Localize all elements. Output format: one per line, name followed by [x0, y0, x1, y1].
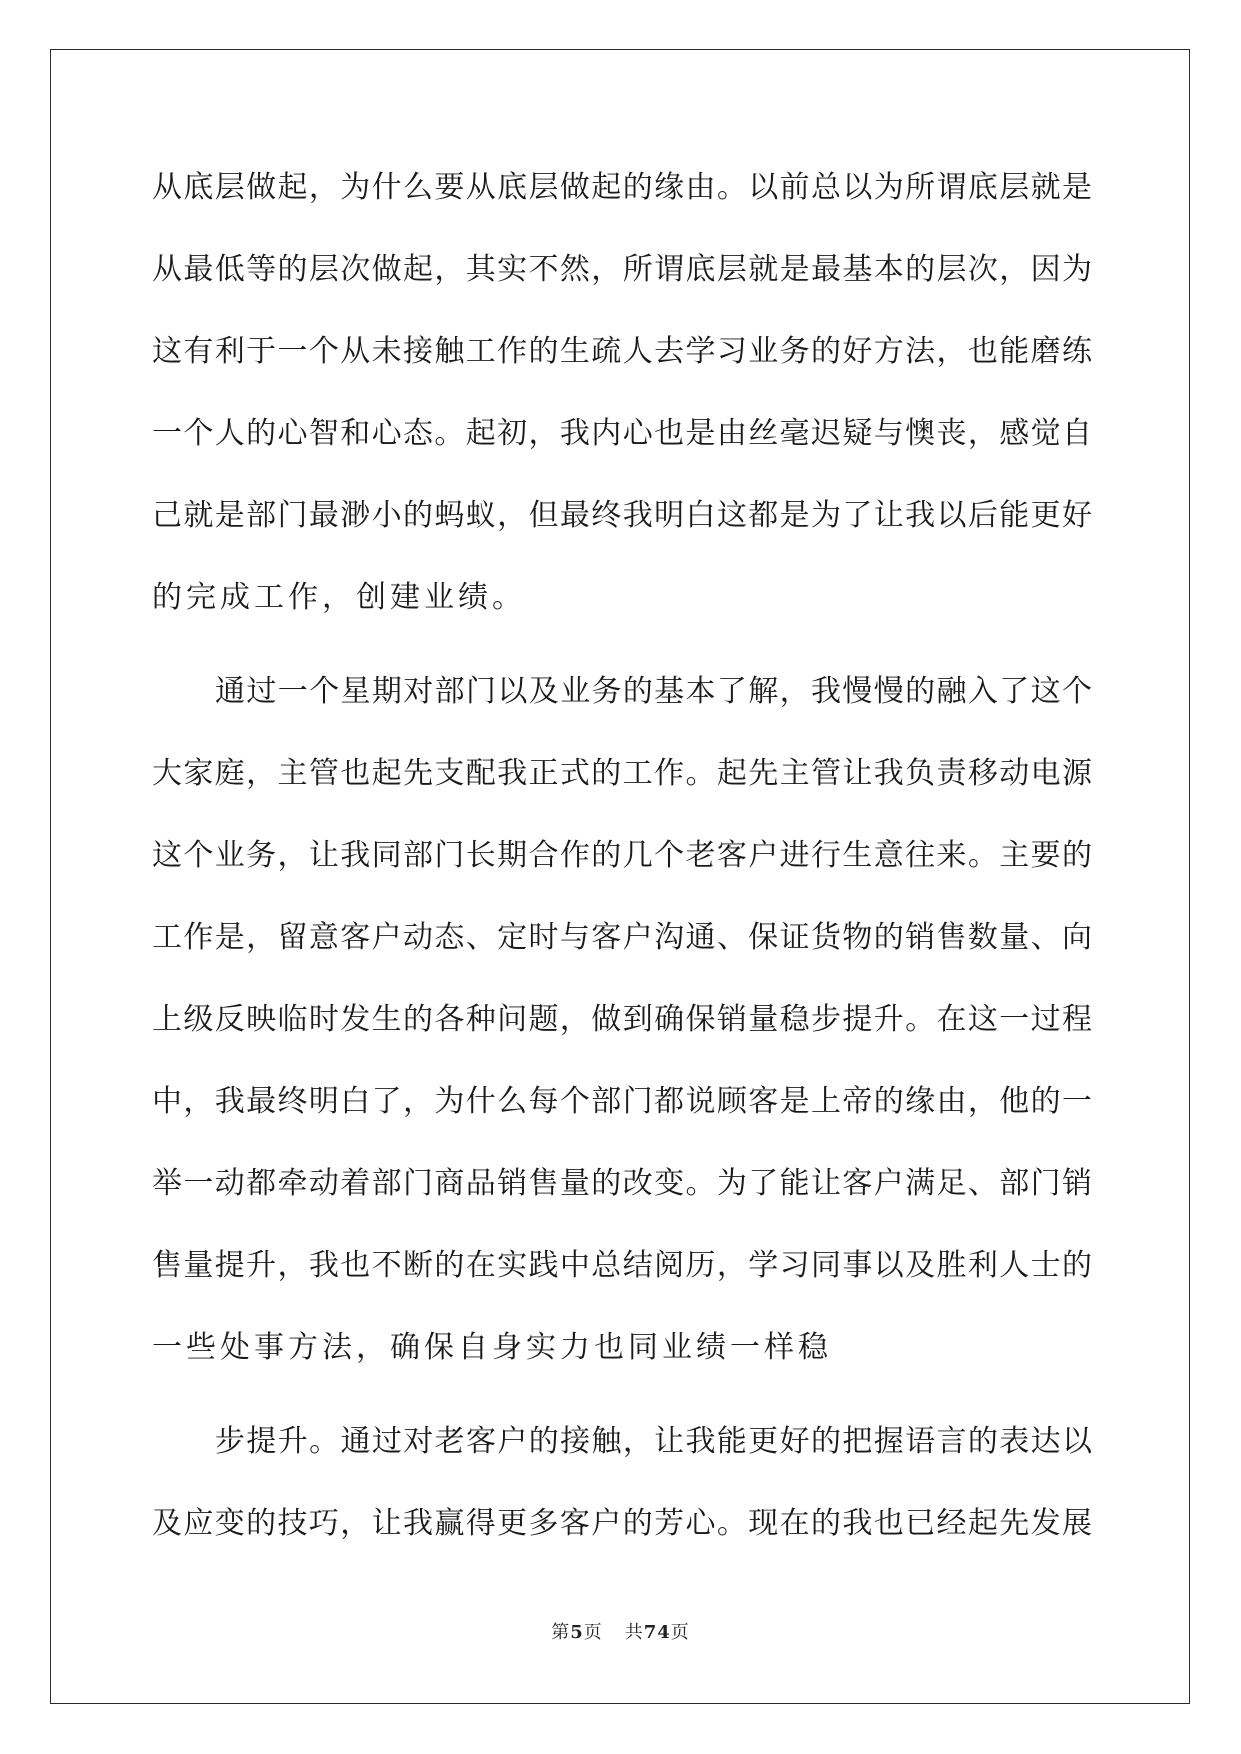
document-body	[152, 158, 1092, 1576]
text-line: 这个业务，让我同部门长期合作的几个老客户进行生意往来。主要的	[152, 838, 1092, 873]
text-line: 一些处事方法，确保自身实力也同业绩一样稳	[152, 1330, 832, 1365]
text-line: 中，我最终明白了，为什么每个部门都说顾客是上帝的缘由，他的一	[152, 1084, 1092, 1119]
text-line: 通过一个星期对部门以及业务的基本了解，我慢慢的融入了这个	[215, 674, 1092, 709]
text-line: 一个人的心智和心态。起初，我内心也是由丝毫迟疑与懊丧，感觉自	[152, 416, 1092, 451]
footer-total-prefix: 共	[624, 1622, 644, 1643]
footer-page-suffix: 页	[583, 1622, 603, 1643]
text-line: 这有利于一个从未接触工作的生疏人去学习业务的好方法，也能磨练	[152, 334, 1092, 369]
footer-page-number: 5	[570, 1622, 584, 1643]
text-line: 的完成工作，创建业绩。	[152, 580, 526, 615]
footer-total-pages: 74	[643, 1622, 671, 1643]
page-footer	[0, 1618, 1241, 1644]
text-line: 上级反映临时发生的各种问题，做到确保销量稳步提升。在这一过程	[152, 1002, 1092, 1037]
text-line: 大家庭，主管也起先支配我正式的工作。起先主管让我负责移动电源	[152, 756, 1092, 791]
text-line: 及应变的技巧，让我赢得更多客户的芳心。现在的我也已经起先发展	[152, 1506, 1092, 1541]
text-line: 步提升。通过对老客户的接触，让我能更好的把握语言的表达以	[215, 1424, 1092, 1459]
text-line: 从最低等的层次做起，其实不然，所谓底层就是最基本的层次，因为	[152, 252, 1092, 287]
footer-page-prefix: 第	[551, 1622, 571, 1643]
text-line: 己就是部门最渺小的蚂蚁，但最终我明白这都是为了让我以后能更好	[152, 498, 1092, 533]
text-line: 举一动都牵动着部门商品销售量的改变。为了能让客户满足、部门销	[152, 1166, 1092, 1201]
text-line: 售量提升，我也不断的在实践中总结阅历，学习同事以及胜利人士的	[152, 1248, 1092, 1283]
footer-total-suffix: 页	[670, 1622, 690, 1643]
text-line: 工作是，留意客户动态、定时与客户沟通、保证货物的销售数量、向	[152, 920, 1092, 955]
text-line: 从底层做起，为什么要从底层做起的缘由。以前总以为所谓底层就是	[152, 170, 1092, 205]
